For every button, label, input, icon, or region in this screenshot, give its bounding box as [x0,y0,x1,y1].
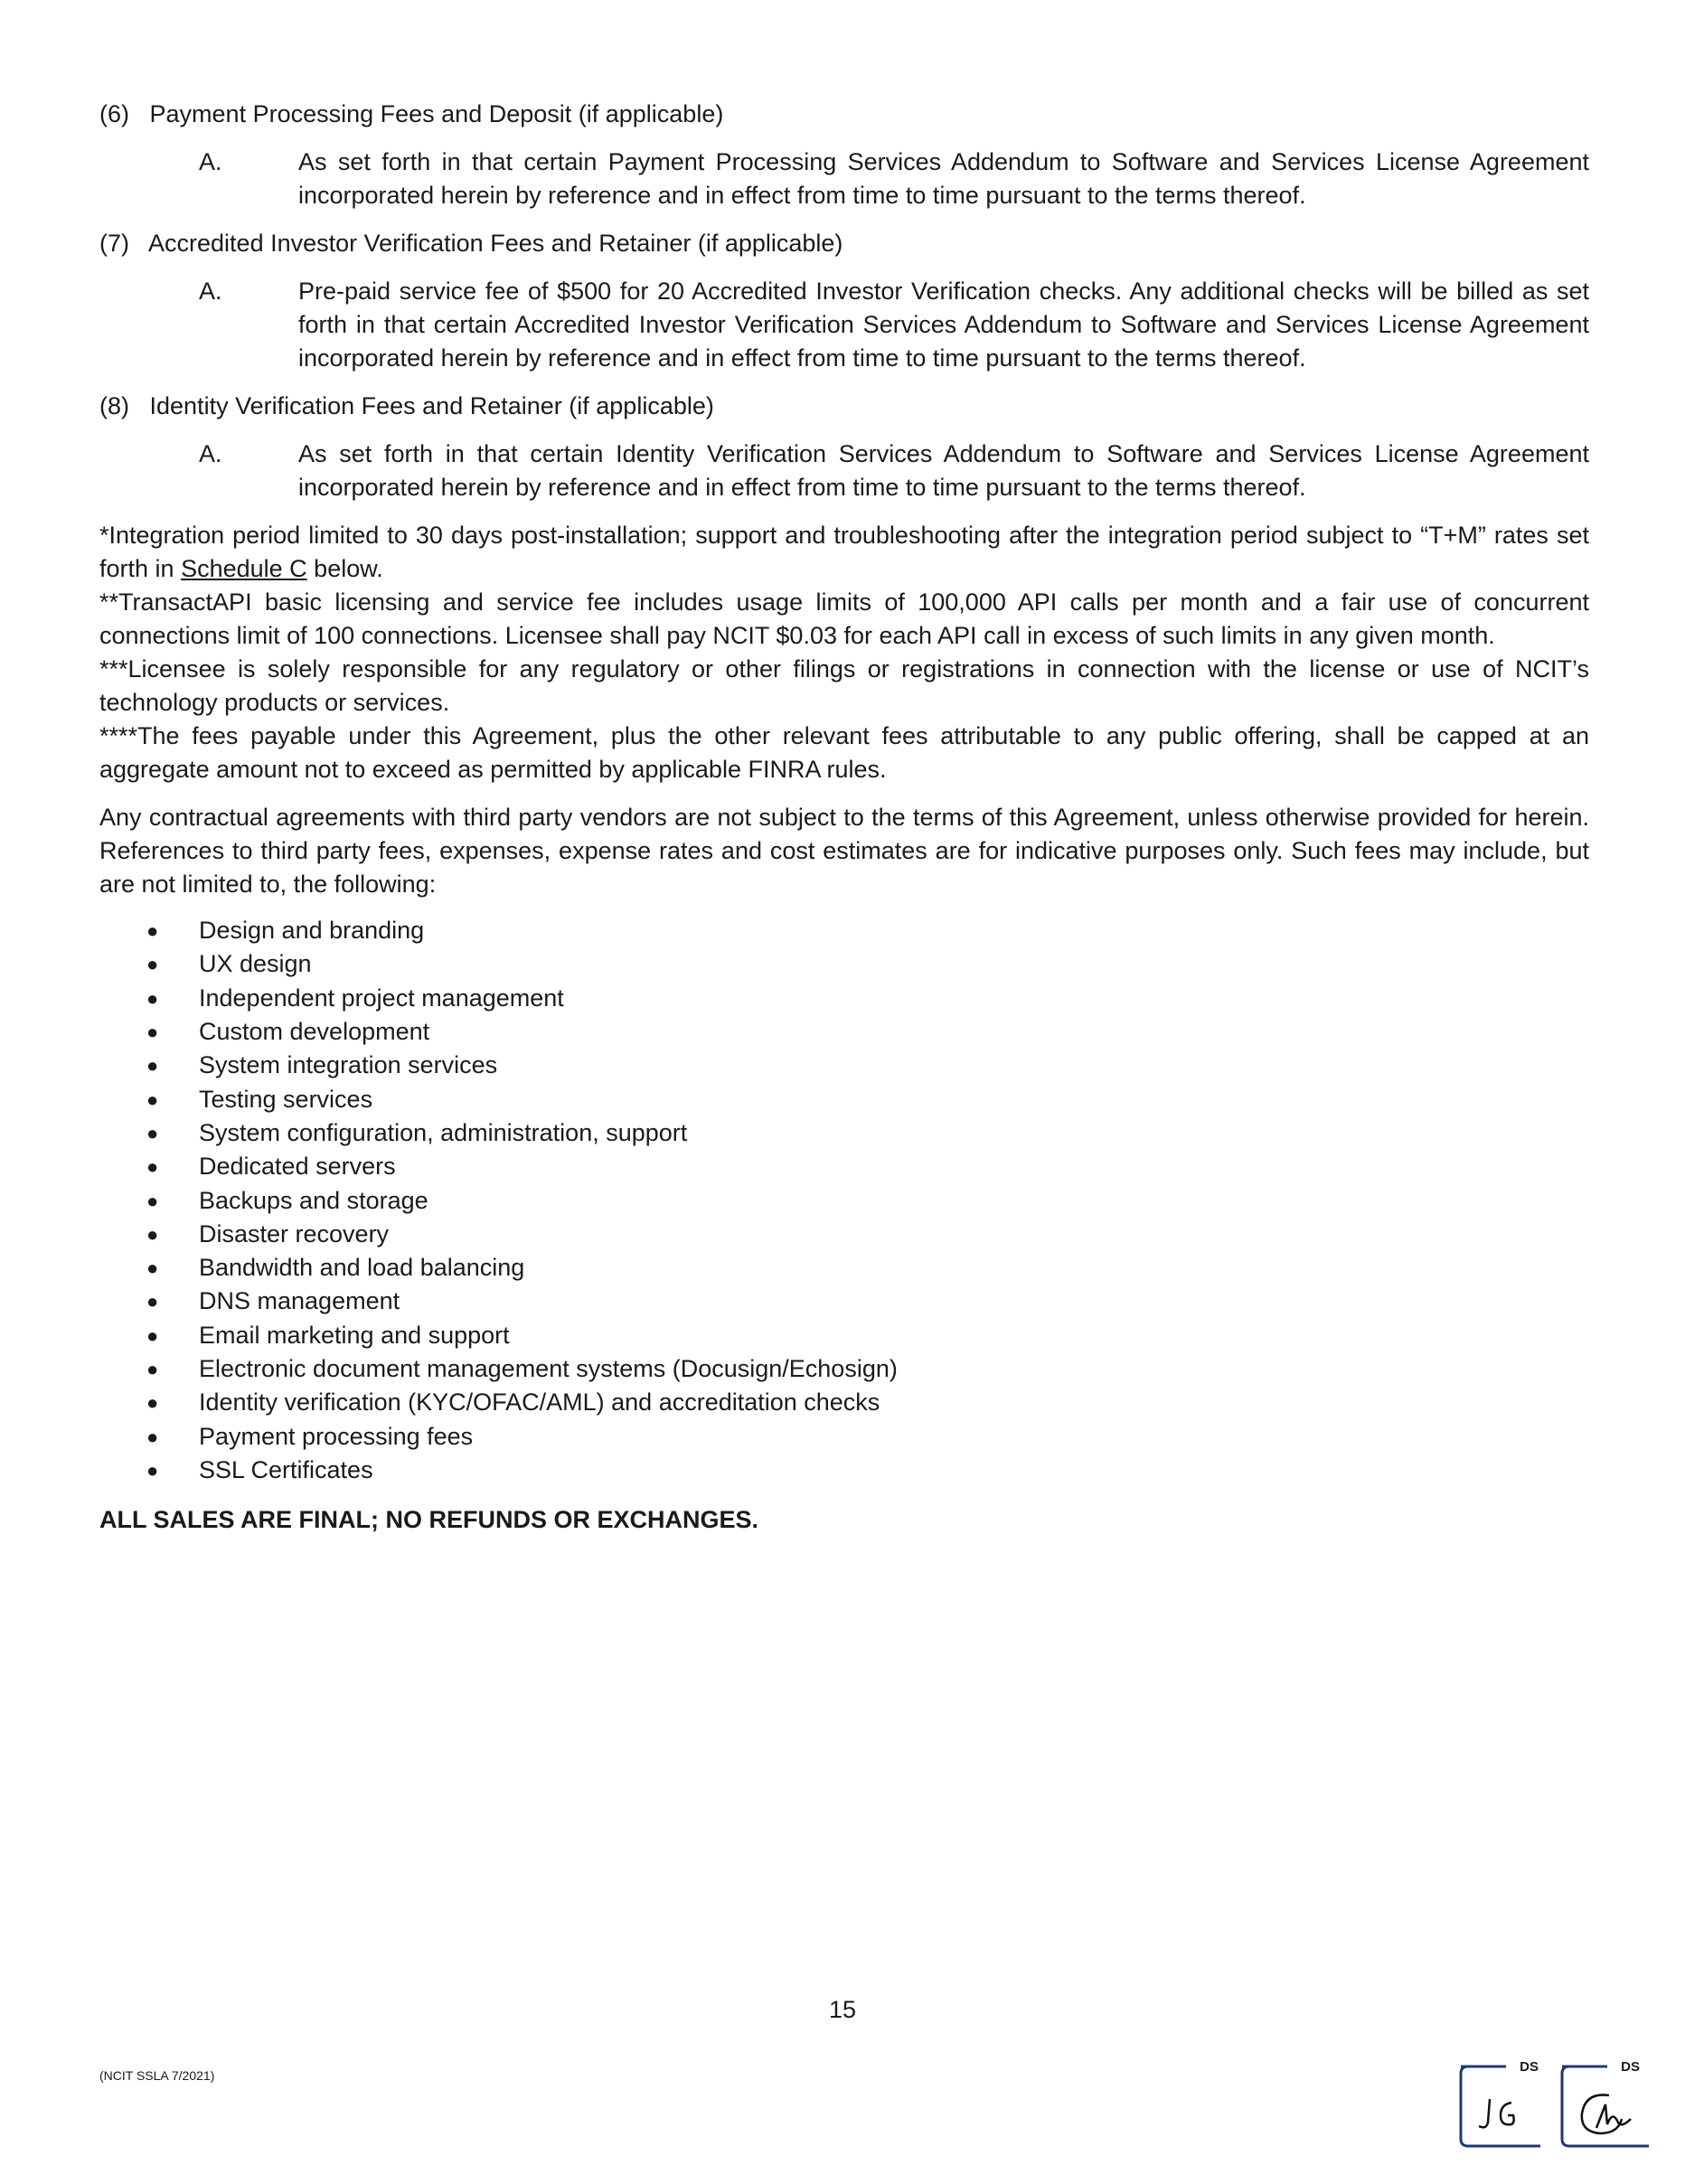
ds-label: DS [1621,2059,1640,2075]
fee-list-item [99,1218,1589,1251]
fee-list-item [99,1183,1589,1217]
bullet-icon: ● [146,1358,159,1380]
section-7 [99,227,1589,375]
footnote-2: **TransactAPI basic licensing and service fee includes usage limits of 100,000 API calls per month and a fair use of concurrent connections limit of 100 connections. Licensee shall pay NCIT $0.03 for each API call in excess of such limits in any given month. [99,588,1589,649]
bullet-icon: ● [146,1257,159,1280]
footnote-1 [99,519,1589,586]
fee-list-item [99,914,1589,947]
section-heading [99,227,1589,260]
fee-list-item [99,1251,1589,1285]
bullet-icon: ● [146,1391,159,1415]
item-text: As set forth in that certain Identity Verification Services Addendum to Software and Services License Agreement incorporated herein by reference and in effect from time to time pursuant to the terms thereof. [298,440,1589,501]
item-text: Pre-paid service fee of $500 for 20 Accredited Investor Verification checks. Any additional checks will be billed as set forth in that certain Accredited Investor Verification Services Addendum to Software and Services License Agreement incorporated herein by reference and in effect from time to time pursuant to the terms thereof. [298,278,1589,372]
fee-list-item-text: DNS management [199,1287,400,1315]
fee-list-item-text: Custom development [199,1018,430,1046]
item-text: As set forth in that certain Payment Processing Services Addendum to Software and Services License Agreement incorporated herein by reference and in effect from time to time pursuant to the terms thereof. [298,148,1589,209]
fee-list-item [99,1285,1589,1318]
bullet-icon: ● [146,1121,159,1144]
fee-list-item [99,1319,1589,1352]
fee-list-item-text: Email marketing and support [199,1321,510,1349]
initials-signature [1459,2063,1549,2148]
ds-label: DS [1520,2059,1539,2075]
schedule-c-link[interactable]: Schedule C [181,555,307,582]
fee-list-item [99,1454,1589,1487]
docusign-signature-stamp [1560,2059,1651,2148]
bullet-icon: ● [146,919,159,943]
bullet-icon: ● [146,1458,159,1482]
footnote-text: below. [314,555,383,582]
section-title: Payment Processing Fees and Deposit (if applicable) [149,100,724,127]
fee-list-item [99,1150,1589,1183]
item-letter: A. [199,440,222,467]
fee-list-item [99,1015,1589,1049]
section-title: Accredited Investor Verification Fees and Retainer (if applicable) [148,230,843,257]
third-party-paragraph: Any contractual agreements with third party vendors are not subject to the terms of this Agreement, unless otherwise provided for herein. References to third party fees, expenses, expense rates and cost estimates are for indicative purposes only. Such fees may include, but are not limited to, the following: [99,804,1589,898]
bullet-icon: ● [146,986,159,1010]
item-letter: A. [199,278,222,305]
fee-list-item [99,947,1589,981]
fee-list-item [99,1352,1589,1386]
footnote-4: ****The fees payable under this Agreement, plus the other relevant fees attributable to any public offering, shall be capped at an aggregate amount not to exceed as permitted by applicable FINRA rules. [99,722,1589,783]
document-body [99,98,1589,1561]
bullet-icon: ● [146,1222,159,1246]
footnote-3: ***Licensee is solely responsible for any regulatory or other filings or registrations in connection with the license or use of NCIT’s technology products or services. [99,655,1589,716]
docusign-initial-stamp [1459,2059,1549,2148]
fee-list-item [99,1386,1589,1419]
footnote-text: *Integration period limited to 30 days post-installation; support and troubleshooting after the integration period subject to “T+M” rates set forth in [99,522,1589,582]
handwritten-initials [1560,2063,1651,2148]
fee-list-item-text: Electronic document management systems (Docusign/Echosign) [199,1355,898,1382]
section-item [99,275,1589,375]
bullet-icon: ● [146,1189,159,1212]
fee-list-item-text: Independent project management [199,984,564,1012]
fee-list-item-text: Bandwidth and load balancing [199,1254,525,1282]
final-sale-notice: ALL SALES ARE FINAL; NO REFUNDS OR EXCHANGES. [99,1506,759,1534]
fee-list-item-text: Payment processing fees [199,1422,474,1450]
section-title: Identity Verification Fees and Retainer (if applicable) [149,392,714,419]
fee-list-item-text: Dedicated servers [199,1153,396,1181]
bullet-icon: ● [146,1087,159,1111]
bullet-icon: ● [146,1054,159,1078]
fee-list-item [99,982,1589,1015]
bullet-icon: ● [146,1323,159,1347]
bullet-icon: ● [146,1155,159,1179]
section-number: (7) [99,230,129,257]
fee-list-item-text: System configuration, administration, support [199,1118,688,1146]
section-item [99,146,1589,212]
section-item [99,438,1589,504]
bullet-icon: ● [146,1290,159,1313]
section-number: (6) [99,100,129,127]
fee-list-item-text: Identity verification (KYC/OFAC/AML) and accreditation checks [199,1389,880,1417]
section-number: (8) [99,392,129,419]
footer-code: (NCIT SSLA 7/2021) [99,2068,215,2083]
section-heading [99,390,1589,423]
fee-list-item [99,1419,1589,1453]
section-8 [99,390,1589,504]
bullet-icon: ● [146,953,159,976]
fee-list-item-text: SSL Certificates [199,1455,373,1483]
section-6 [99,98,1589,212]
bullet-icon: ● [146,1425,159,1448]
fee-list-item-text: System integration services [199,1051,498,1079]
footnotes [99,519,1589,786]
fee-list-item-text: Disaster recovery [199,1219,390,1247]
fee-list-item [99,1049,1589,1082]
section-heading [99,98,1589,131]
fee-list-item [99,1082,1589,1116]
fee-list [99,914,1589,1487]
fee-list-item-text: Design and branding [199,917,425,945]
page-number: 15 [828,1996,857,2023]
bullet-icon: ● [146,1021,159,1044]
fee-list-item-text: Testing services [199,1085,373,1113]
fee-list-item-text: Backups and storage [199,1186,428,1214]
fee-list-item-text: UX design [199,950,312,978]
item-letter: A. [199,148,222,175]
fee-list-item [99,1116,1589,1150]
